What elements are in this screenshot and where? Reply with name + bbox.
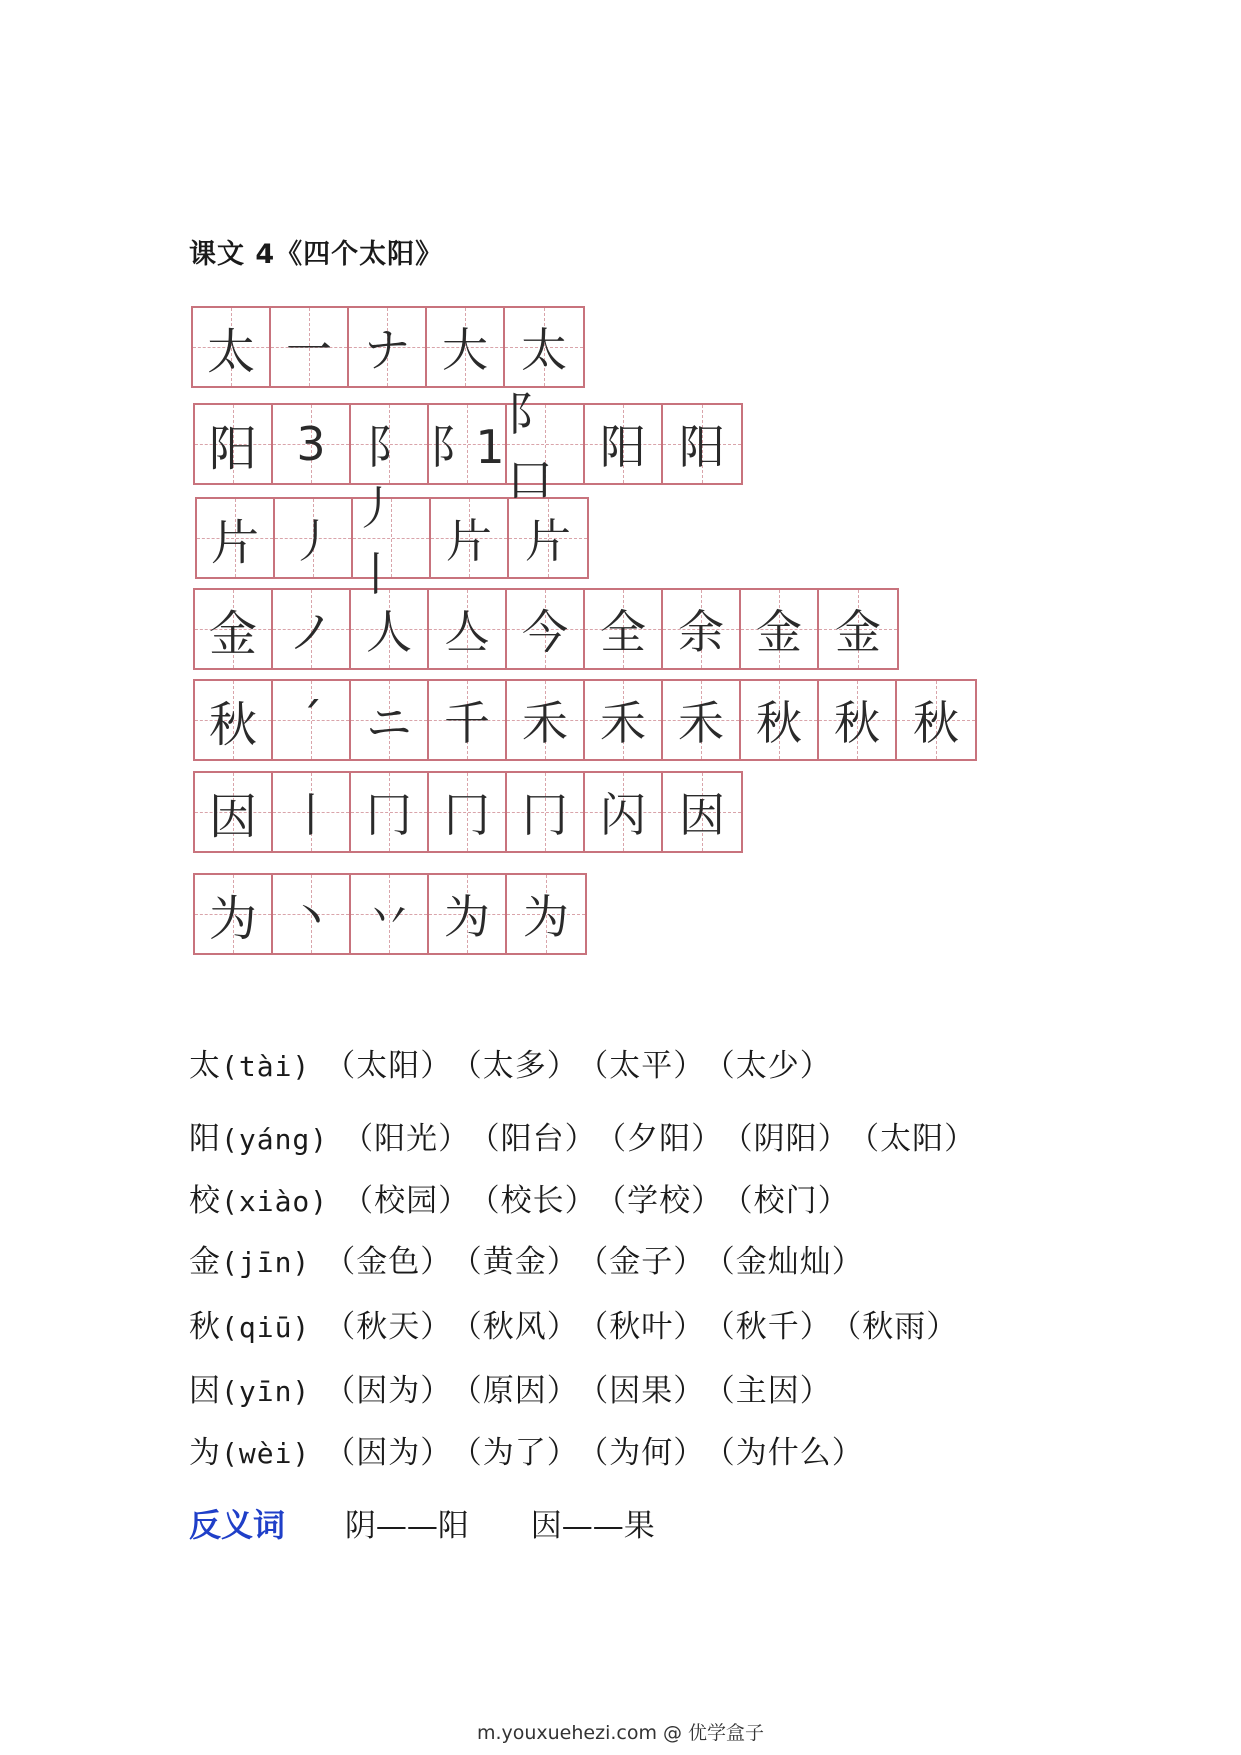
word-pinyin: (tài) [221,1050,311,1083]
word-line [189,1040,832,1085]
stroke-character-cell [195,590,273,668]
stroke-glyph: 秋 [208,696,257,753]
stroke-step-cell [819,681,897,759]
stroke-step-cell [429,875,507,953]
stroke-step-cell [275,499,353,577]
stroke-glyph: 阳 [208,420,257,477]
stroke-glyph: 片 [525,514,571,568]
stroke-glyph: 今 [522,605,568,659]
stroke-character-cell [195,773,273,851]
word-item: （秋千） [719,1309,832,1345]
stroke-glyph: ナ [364,323,410,377]
stroke-glyph: 金 [208,605,257,662]
word-line [189,1113,976,1158]
stroke-row-4 [193,588,899,670]
antonym-pair: 因——果 [530,1508,655,1544]
word-item: （为了） [466,1435,579,1471]
stroke-row-2 [193,387,743,507]
word-item: （金灿灿） [719,1244,864,1280]
stroke-step-cell [429,681,507,759]
stroke-character-cell [195,681,273,759]
word-character: 阳 [189,1121,221,1157]
word-character: 太 [189,1048,221,1084]
stroke-glyph: 千 [444,696,490,750]
stroke-glyph: 丿丨 [353,481,399,601]
word-item: （秋叶） [592,1309,706,1345]
stroke-step-cell [351,875,429,953]
stroke-step-cell [507,681,585,759]
word-item: （校园） [342,1183,471,1219]
stroke-step-cell [741,681,819,759]
word-item: （因为） [324,1435,453,1471]
word-item: （夕阳） [610,1121,724,1157]
stroke-step-cell [273,405,351,483]
word-item: （因果） [592,1373,706,1409]
stroke-step-cell [507,875,585,953]
antonym-section [189,1500,707,1546]
stroke-step-cell [585,773,663,851]
stroke-glyph: 秋 [756,696,802,750]
stroke-glyph: 阝1 [429,420,505,474]
word-item: （金子） [592,1244,706,1280]
stroke-glyph: 为 [208,890,257,947]
stroke-glyph: 太 [521,323,567,377]
word-item: （阳光） [342,1121,471,1157]
antonym-pair: 阴——阳 [344,1508,469,1544]
word-item: （秋雨） [845,1309,959,1345]
stroke-step-cell [507,590,585,668]
stroke-glyph: 禾 [678,696,724,750]
word-character: 校 [189,1183,221,1219]
word-item: （阳台） [484,1121,597,1157]
word-item: （金色） [324,1244,453,1280]
stroke-step-cell [663,405,741,483]
stroke-step-cell [585,590,663,668]
stroke-glyph: 金 [756,605,802,659]
word-item: （为什么） [719,1435,864,1471]
stroke-step-cell [585,405,663,483]
word-item: （校长） [484,1183,597,1219]
word-item: （太多） [466,1048,579,1084]
word-item: （黄金） [466,1244,579,1280]
word-line [189,1236,864,1281]
word-pinyin: (yīn) [221,1375,311,1408]
word-pinyin: (wèi) [221,1437,311,1470]
stroke-character-cell [197,499,275,577]
stroke-step-cell [349,308,427,386]
stroke-step-cell [273,875,351,953]
word-line [189,1427,864,1472]
stroke-glyph: ˊ [299,693,323,747]
stroke-glyph: 3 [296,417,326,471]
stroke-glyph: 秋 [913,696,959,750]
stroke-glyph: 冂 [522,788,568,842]
stroke-character-cell [193,308,271,386]
word-item: （校门） [737,1183,850,1219]
stroke-glyph: 冂 [366,788,412,842]
stroke-glyph: ノ [288,605,334,659]
stroke-glyph: 冂 [444,788,490,842]
stroke-glyph: 片 [446,514,492,568]
page-footer: m.youxuehezi.com @ 优学盒子 [476,1722,765,1744]
stroke-step-cell [273,590,351,668]
stroke-step-cell [429,773,507,851]
stroke-character-cell [195,875,273,953]
word-item: （太平） [592,1048,706,1084]
stroke-glyph: 为 [444,890,490,944]
stroke-glyph: 阳 [679,420,725,474]
stroke-step-cell [273,773,351,851]
word-item: （秋天） [324,1309,453,1345]
stroke-glyph: ニ [366,696,412,750]
stroke-step-cell [429,405,507,483]
stroke-glyph: 余 [678,605,724,659]
word-item: （为何） [592,1435,706,1471]
stroke-step-cell [819,590,897,668]
word-pinyin: (jīn) [221,1246,311,1279]
stroke-step-cell [741,590,819,668]
word-line [189,1301,958,1346]
page-title: 课文 4《四个太阳》 [189,239,444,270]
stroke-step-cell [427,308,505,386]
stroke-step-cell [585,681,663,759]
stroke-glyph: 丷 [366,890,412,944]
word-item: （太阳） [324,1048,453,1084]
stroke-glyph: 闪 [600,788,646,842]
word-character: 秋 [189,1309,221,1345]
stroke-glyph: 阳 [600,420,646,474]
stroke-glyph: 大 [442,323,488,377]
word-item: （主因） [719,1373,832,1409]
stroke-row-6 [193,771,743,853]
stroke-step-cell [507,387,585,507]
stroke-glyph: 人 [366,605,412,659]
word-line [189,1365,832,1410]
word-pinyin: (xiào) [221,1185,329,1218]
stroke-character-cell [195,405,273,483]
stroke-glyph: 为 [523,890,569,944]
stroke-step-cell [897,681,975,759]
stroke-step-cell [505,308,583,386]
stroke-step-cell [351,773,429,851]
word-item: （阴阳） [737,1121,850,1157]
stroke-glyph: 亼 [444,605,490,659]
stroke-glyph: 禾 [600,696,646,750]
stroke-step-cell [663,681,741,759]
stroke-glyph: 丨 [288,788,334,842]
stroke-step-cell [663,590,741,668]
stroke-row-5 [193,679,977,761]
word-item: （学校） [610,1183,724,1219]
stroke-step-cell [351,681,429,759]
stroke-glyph: 阝 [366,420,412,474]
stroke-glyph: 因 [679,788,725,842]
word-character: 因 [189,1373,221,1409]
word-pinyin: (yáng) [221,1123,329,1156]
word-item: （太阳） [863,1121,977,1157]
stroke-glyph: 金 [835,605,881,659]
stroke-step-cell [663,773,741,851]
stroke-row-7 [193,873,587,955]
stroke-glyph: 丶 [288,890,334,944]
stroke-step-cell [507,773,585,851]
stroke-step-cell [509,499,587,577]
stroke-glyph: 丿 [290,514,336,568]
stroke-row-3 [195,481,589,601]
stroke-glyph: 太 [206,323,255,380]
stroke-glyph: 禾 [522,696,568,750]
antonym-label: 反义词 [189,1506,286,1544]
stroke-glyph: 一 [286,323,332,377]
word-line [189,1175,850,1220]
word-item: （原因） [466,1373,579,1409]
stroke-step-cell [431,499,509,577]
stroke-step-cell [271,308,349,386]
stroke-glyph: 秋 [834,696,880,750]
stroke-step-cell [353,481,431,601]
word-item: （太少） [719,1048,832,1084]
stroke-glyph: 全 [600,605,646,659]
stroke-step-cell [429,590,507,668]
stroke-row-1 [191,306,585,388]
word-character: 金 [189,1244,221,1280]
word-pinyin: (qiū) [221,1311,311,1344]
stroke-glyph: 因 [208,788,257,845]
word-item: （秋风） [466,1309,579,1345]
word-character: 为 [189,1435,221,1471]
stroke-step-cell [273,681,351,759]
stroke-glyph: 片 [210,514,259,571]
stroke-glyph: 阝口 [507,387,553,507]
word-item: （因为） [324,1373,453,1409]
